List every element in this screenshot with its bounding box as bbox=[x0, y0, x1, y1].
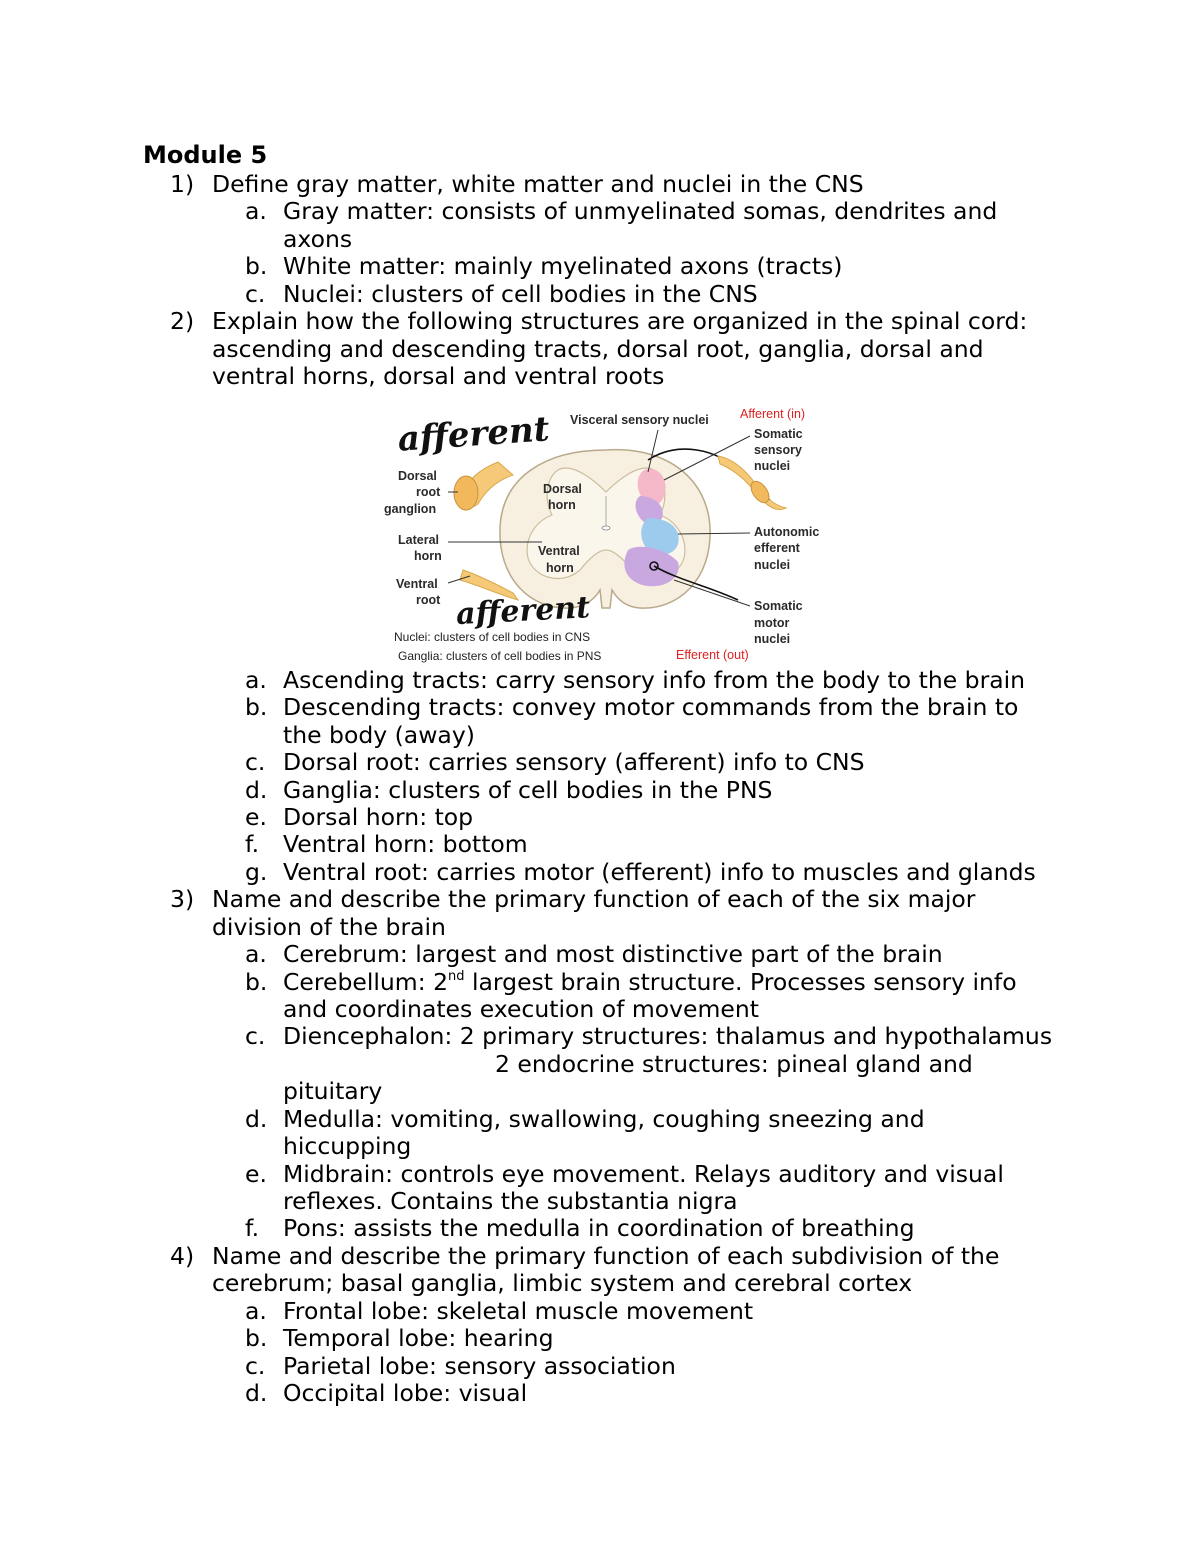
label-somatic-motor: nuclei bbox=[754, 632, 791, 646]
q1-item-text: Gray matter: consists of unmyelinated somas, dendrites and bbox=[283, 197, 998, 225]
q4-item-letter: a. bbox=[245, 1297, 267, 1325]
spinal-cord-diagram bbox=[378, 400, 834, 666]
label-dorsal-root-ganglion: Dorsal bbox=[398, 469, 437, 483]
q1-item-text: Nuclei: clusters of cell bodies in the CNS bbox=[283, 280, 758, 308]
label-dorsal-horn: horn bbox=[548, 498, 576, 512]
q2-item-letter: e. bbox=[245, 803, 267, 831]
q3-item-text-cont: hiccupping bbox=[283, 1132, 412, 1160]
q2-item-letter: c. bbox=[245, 748, 266, 776]
q3-number: 3) bbox=[170, 885, 195, 913]
q3-item-text bbox=[283, 968, 1017, 996]
q2-item-text-cont: the body (away) bbox=[283, 721, 475, 749]
label-dorsal-root-ganglion: ganglion bbox=[384, 502, 437, 516]
q4-item-letter: d. bbox=[245, 1379, 268, 1407]
q3-item-text: Pons: assists the medulla in coordination of breathing bbox=[283, 1214, 915, 1242]
label-somatic-motor: motor bbox=[754, 616, 790, 630]
q3-item-text-cont: reflexes. Contains the substantia nigra bbox=[283, 1187, 738, 1215]
q3-item-text: Midbrain: controls eye movement. Relays auditory and visual bbox=[283, 1160, 1004, 1188]
q4-item-letter: b. bbox=[245, 1324, 268, 1352]
module-title: Module 5 bbox=[143, 141, 268, 169]
q4-number: 4) bbox=[170, 1242, 195, 1270]
central-canal bbox=[602, 526, 610, 530]
label-somatic-sensory: Somatic bbox=[754, 427, 803, 441]
q2-item-letter: f. bbox=[245, 830, 260, 858]
q2-item-text: Ventral horn: bottom bbox=[283, 830, 528, 858]
cerebellum-pre: Cerebellum: 2 bbox=[283, 968, 449, 996]
note-nuclei: Nuclei: clusters of cell bodies in CNS bbox=[394, 630, 591, 644]
q2-item-text: Descending tracts: convey motor commands from the brain to bbox=[283, 693, 1019, 721]
label-somatic-sensory: sensory bbox=[754, 443, 802, 457]
label-ventral-root: Ventral bbox=[396, 577, 438, 591]
q1-item-text-cont: axons bbox=[283, 225, 353, 253]
label-autonomic-efferent: efferent bbox=[754, 541, 800, 555]
q2-number: 2) bbox=[170, 307, 195, 335]
label-ventral-horn: Ventral bbox=[538, 544, 580, 558]
handwritten-afferent-top: afferent bbox=[396, 409, 551, 460]
cerebellum-post: largest brain structure. Processes sensory info bbox=[464, 968, 1017, 996]
q3-item-text-cont: and coordinates execution of movement bbox=[283, 995, 759, 1023]
q4-item-text: Occipital lobe: visual bbox=[283, 1379, 528, 1407]
q3-text: Name and describe the primary function of each of the six major bbox=[212, 885, 976, 913]
q3-item-letter: a. bbox=[245, 940, 267, 968]
q4-text-cont: cerebrum; basal ganglia, limbic system and cerebral cortex bbox=[212, 1269, 913, 1297]
label-somatic-sensory: nuclei bbox=[754, 459, 791, 473]
q2-item-letter: d. bbox=[245, 776, 268, 804]
label-efferent-out: Efferent (out) bbox=[676, 648, 749, 662]
q2-text-cont: ascending and descending tracts, dorsal root, ganglia, dorsal and bbox=[212, 335, 984, 363]
q3-item-letter: f. bbox=[245, 1214, 260, 1242]
q2-item-text: Dorsal horn: top bbox=[283, 803, 474, 831]
q1-item-letter: c. bbox=[245, 280, 266, 308]
q2-item-text: Ventral root: carries motor (efferent) info to muscles and glands bbox=[283, 858, 1036, 886]
q4-text: Name and describe the primary function of each subdivision of the bbox=[212, 1242, 1000, 1270]
q1-text: Define gray matter, white matter and nuclei in the CNS bbox=[212, 170, 864, 198]
q3-item-letter: d. bbox=[245, 1105, 268, 1133]
q3-item-text: Diencephalon: 2 primary structures: thalamus and hypothalamus bbox=[283, 1022, 1053, 1050]
label-lateral-horn: horn bbox=[414, 549, 442, 563]
note-ganglia: Ganglia: clusters of cell bodies in PNS bbox=[398, 649, 602, 663]
q3-item-text: Medulla: vomiting, swallowing, coughing sneezing and bbox=[283, 1105, 925, 1133]
q2-item-text: Ganglia: clusters of cell bodies in the PNS bbox=[283, 776, 773, 804]
q1-item-letter: b. bbox=[245, 252, 268, 280]
q4-item-letter: c. bbox=[245, 1352, 266, 1380]
label-afferent-in: Afferent (in) bbox=[740, 407, 806, 421]
label-lateral-horn: Lateral bbox=[398, 533, 439, 547]
q3-text-cont: division of the brain bbox=[212, 913, 446, 941]
q3-item-letter: c. bbox=[245, 1022, 266, 1050]
q3-item-text-cont: 2 endocrine structures: pineal gland and bbox=[495, 1050, 973, 1078]
q2-item-text: Dorsal root: carries sensory (afferent) info to CNS bbox=[283, 748, 865, 776]
label-visceral-sensory: Visceral sensory nuclei bbox=[570, 413, 709, 427]
q2-item-letter: a. bbox=[245, 666, 267, 694]
label-ventral-root: root bbox=[416, 593, 441, 607]
q3-item-letter: e. bbox=[245, 1160, 267, 1188]
q4-item-text: Frontal lobe: skeletal muscle movement bbox=[283, 1297, 754, 1325]
q2-item-letter: b. bbox=[245, 693, 268, 721]
q2-item-text: Ascending tracts: carry sensory info from the body to the brain bbox=[283, 666, 1026, 694]
label-somatic-motor: Somatic bbox=[754, 599, 803, 613]
handwritten-afferent-bottom: afferent bbox=[455, 590, 591, 633]
label-dorsal-horn: Dorsal bbox=[543, 482, 582, 496]
q4-item-text: Parietal lobe: sensory association bbox=[283, 1352, 676, 1380]
ordinal-superscript: nd bbox=[448, 969, 465, 984]
q1-item-text: White matter: mainly myelinated axons (tracts) bbox=[283, 252, 843, 280]
label-autonomic-efferent: Autonomic bbox=[754, 525, 820, 539]
q4-item-text: Temporal lobe: hearing bbox=[283, 1324, 554, 1352]
label-autonomic-efferent: nuclei bbox=[754, 558, 791, 572]
ganglion-shape bbox=[454, 476, 478, 510]
q3-item-letter: b. bbox=[245, 968, 268, 996]
label-dorsal-root-ganglion: root bbox=[416, 485, 441, 499]
q2-text-cont: ventral horns, dorsal and ventral roots bbox=[212, 362, 665, 390]
q3-item-text-cont: pituitary bbox=[283, 1077, 383, 1105]
label-ventral-horn: horn bbox=[546, 561, 574, 575]
q2-item-letter: g. bbox=[245, 858, 268, 886]
q1-number: 1) bbox=[170, 170, 195, 198]
q2-text: Explain how the following structures are organized in the spinal cord: bbox=[212, 307, 1028, 335]
q1-item-letter: a. bbox=[245, 197, 267, 225]
q3-item-text: Cerebrum: largest and most distinctive part of the brain bbox=[283, 940, 943, 968]
